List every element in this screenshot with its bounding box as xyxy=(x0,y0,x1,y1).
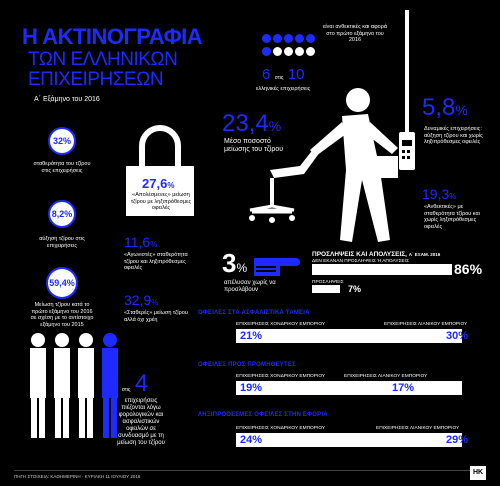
lock-value: 27,6% xyxy=(142,176,175,191)
title-line-2: ΤΩΝ ΕΛΛΗΝΙΚΩΝ xyxy=(28,49,178,70)
handheld-device-icon xyxy=(396,10,418,180)
stat-11-6: 11,6% xyxy=(124,234,158,250)
stat-circle-1: 32% xyxy=(50,129,74,153)
hiring-bar2-value: 7% xyxy=(348,284,362,294)
ratio-b: 10 xyxy=(287,66,305,83)
subtitle: Α΄ Εξάμηνο του 2016 xyxy=(34,96,100,103)
right-stat-1-caption: Δυναμικές επιχειρήσεις: αύξηση τζίρου και χωρίς ληξιπρόθεσμες οφειλές xyxy=(424,126,483,145)
debt-2-right-label: ΕΠΙΧΕΙΡΗΣΕΙΣ ΛΙΑΝΙΚΟΥ ΕΜΠΟΡΙΟΥ xyxy=(344,374,428,379)
title-line-3: ΕΠΙΧΕΙΡΗΣΕΩΝ xyxy=(28,69,164,90)
right-stat-2: 19,3% xyxy=(422,186,457,202)
center-big-caption: Μέσο ποσοστό μείωσης του τζίρου xyxy=(224,138,284,153)
hiring-bar1-label: ΔΕΝ ΕΚΑΝΑΝ ΠΡΟΣΛΗΨΕΙΣ Ή ΑΠΟΛΥΣΕΙΣ xyxy=(312,259,410,264)
debt-2-left-label: ΕΠΙΧΕΙΡΗΣΕΙΣ ΧΟΝΔΡΙΚΟΥ ΕΜΠΟΡΙΟΥ xyxy=(236,374,326,379)
stat-caption-2: αύξηση τζίρου στις επιχειρήσεις xyxy=(39,236,85,249)
center-big-value: 23,4% xyxy=(222,110,282,137)
right-stat-2-caption: «Ανθεκτικές» με σταθερότητα τζίρου και χωρίς ληξιπρόθεσμες οφειλές xyxy=(424,204,480,230)
debt-2-bar xyxy=(236,381,462,395)
ratio-1-4-caption: επιχειρήσεις πιέζονται λόγω φορολογικών και ασφαλιστικών οφειλών σε συνδυασμό με τη μείωση του τζίρου xyxy=(117,398,165,446)
stat-circle-2: 8,2% xyxy=(50,202,74,226)
stat-caption-3: Μείωση τζίρου κατά το πρώτο εξάμηνο του 2016 σε σχέση με το αντίστοιχο εξάμηνο του 2015 xyxy=(30,302,94,328)
ratio-1-4: 1 στις 4 xyxy=(104,370,149,397)
debt-1-right-value: 30% xyxy=(446,330,469,342)
stat-32-9-caption: «Σταθερές» μείωση τζίρου αλλά όχι χρέη xyxy=(124,310,188,323)
debt-1-title: ΟΦΕΙΛΕΣ ΣΤΑ ΑΣΦΑΛΙΣΤΙΚΑ ΤΑΜΕΙΑ xyxy=(198,310,310,316)
ratio-caption: ελληνικές επιχειρήσεις xyxy=(256,86,311,92)
debt-3-right-value: 29% xyxy=(446,434,469,446)
top-right-text: είναι ανθεκτικές και αφορά στο πρώτο εξάμηνο του 2016 xyxy=(322,24,388,43)
stat-caption-1: σταθερότητα του τζίρου στις επιχειρήσεις xyxy=(33,161,91,174)
hiring-value: 3% xyxy=(222,248,248,278)
hiring-bar-2 xyxy=(312,285,340,293)
debt-2-title: ΟΦΕΙΛΕΣ ΠΡΟΣ ΠΡΟΜΗΘΕΥΤΕΣ xyxy=(198,362,296,368)
right-stat-1: 5,8% xyxy=(422,94,468,121)
hiring-bar2-label: ΠΡΟΣΛΗΨΕΙΣ xyxy=(312,280,344,285)
ratio-sep: στις xyxy=(274,75,284,81)
ratio-a: 6 xyxy=(262,66,271,83)
debt-3-left-label: ΕΠΙΧΕΙΡΗΣΕΙΣ ΧΟΝΔΡΙΚΟΥ ΕΜΠΟΡΙΟΥ xyxy=(236,426,326,431)
publisher-logo: ΗΚ xyxy=(470,466,486,480)
hiring-caption: απέλυσαν χωρίς να προσλάβουν xyxy=(224,280,276,293)
debt-1-right-label: ΕΠΙΧΕΙΡΗΣΕΙΣ ΛΙΑΝΙΚΟΥ ΕΜΠΟΡΙΟΥ xyxy=(384,322,468,327)
stat-circle-3: 59,4% xyxy=(48,269,76,297)
debt-2-left-value: 19% xyxy=(240,382,263,394)
footer-divider xyxy=(14,470,484,471)
debt-1-left-label: ΕΠΙΧΕΙΡΗΣΕΙΣ ΧΟΝΔΡΙΚΟΥ ΕΜΠΟΡΙΟΥ xyxy=(236,322,326,327)
debt-3-right-label: ΕΠΙΧΕΙΡΗΣΕΙΣ ΛΙΑΝΙΚΟΥ ΕΜΠΟΡΙΟΥ xyxy=(376,426,460,431)
debt-3-title: ΛΗΞΙΠΡΟΘΕΣΜΕΣ ΟΦΕΙΛΕΣ ΣΤΗΝ ΕΦΟΡΙΑ xyxy=(198,412,328,418)
footer-text: ΠΗΓΗ ΣΤΟΙΧΕΙΑ: ΚΑΘΗΜΕΡΙΝΗ · ΚΥΡΙΑΚΗ 11 ΙΟΥΛΙΟΥ 2016 xyxy=(14,474,141,479)
debt-3-left-value: 24% xyxy=(240,434,263,446)
dots-row-2 xyxy=(262,43,317,61)
hiring-bar-1 xyxy=(312,264,452,275)
businessman-chair-icon xyxy=(230,60,420,250)
title-line-1: Η ΑΚΤΙΝΟΓΡΑΦΙΑ xyxy=(22,24,203,49)
stat-11-6-caption: «Αγωνιστές» σταθερότητα τζίρου και ληξιπρόθεσμες οφειλές xyxy=(124,252,188,271)
debt-1-left-value: 21% xyxy=(240,330,263,342)
hiring-title: ΠΡΟΣΛΗΨΕΙΣ ΚΑΙ ΑΠΟΛΥΣΕΙΣ, Α΄ ΕΞΑΜ. 2016 xyxy=(312,251,441,258)
stat-32-9: 32,9% xyxy=(124,292,159,308)
pointing-hand-icon xyxy=(250,252,310,280)
lock-caption: «Απολέσμενες» μείωση τζίρου με ληξιπρόθεσμες οφειλές xyxy=(130,192,192,211)
debt-1-bar xyxy=(236,329,462,343)
debt-2-right-value: 17% xyxy=(392,382,415,394)
debt-3-bar xyxy=(236,433,462,447)
hiring-bar1-value: 86% xyxy=(454,261,483,277)
